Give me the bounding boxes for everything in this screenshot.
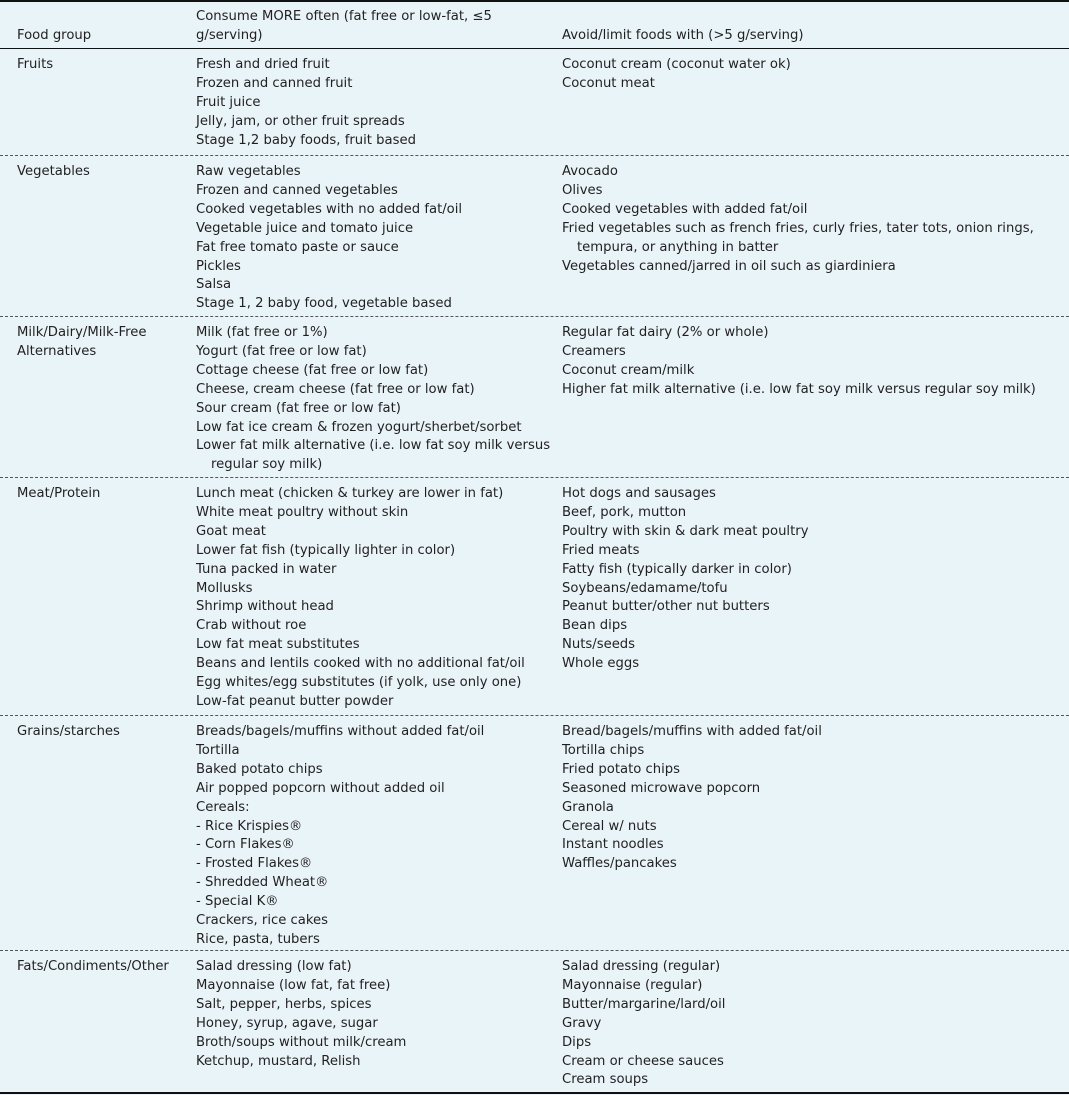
list-item: Bread/bagels/muffins with added fat/oil bbox=[562, 724, 822, 739]
list-item: Avocado bbox=[562, 164, 618, 179]
food-group-label: Meat/Protein bbox=[17, 486, 101, 501]
list-item: Beans and lentils cooked with no additional fat/oil bbox=[196, 656, 525, 672]
list-item: Cereals: bbox=[196, 799, 250, 815]
header-consume-more: Consume MORE often (fat free or low-fat, ≤5 g/serving) bbox=[196, 9, 492, 43]
list-item: Olives bbox=[562, 182, 603, 198]
list-item: Vegetables canned/jarred in oil such as giardiniera bbox=[562, 258, 896, 274]
list-item: Cheese, cream cheese (fat free or low fat) bbox=[196, 381, 475, 397]
list-item: Fatty fish (typically darker in color) bbox=[562, 561, 792, 577]
list-item: Regular fat dairy (2% or whole) bbox=[562, 325, 769, 340]
list-item: Frozen and canned vegetables bbox=[196, 182, 398, 198]
list-item: Instant noodles bbox=[562, 837, 664, 853]
food-group-cell bbox=[17, 324, 187, 362]
food-group-cell bbox=[17, 485, 187, 504]
list-item: - Frosted Flakes® bbox=[196, 856, 313, 872]
list-item: Salad dressing (low fat) bbox=[196, 959, 352, 974]
list-item: Creamers bbox=[562, 343, 626, 359]
food-group-label: Vegetables bbox=[17, 164, 90, 179]
list-item: Bean dips bbox=[562, 618, 628, 634]
table-row-milk-dairy bbox=[0, 316, 1069, 478]
list-item: Lunch meat (chicken & turkey are lower in fat) bbox=[196, 486, 504, 501]
table-row-vegetables bbox=[0, 155, 1069, 317]
list-item: Granola bbox=[562, 799, 614, 815]
list-item: Lower fat milk alternative (i.e. low fat soy milk versus regular soy milk) bbox=[196, 438, 551, 473]
table-row-fruits bbox=[0, 49, 1069, 155]
consume-more-cell bbox=[196, 723, 551, 950]
avoid-limit-cell bbox=[562, 485, 1057, 674]
avoid-limit-cell bbox=[562, 324, 1057, 400]
list-item: Dips bbox=[562, 1034, 592, 1050]
list-item: Coconut cream (coconut water ok) bbox=[562, 57, 791, 72]
list-item: Shrimp without head bbox=[196, 599, 334, 615]
list-item: Mollusks bbox=[196, 580, 253, 596]
food-group-cell bbox=[17, 163, 187, 182]
list-item: Cream soups bbox=[562, 1072, 649, 1088]
list-item: - Rice Krispies® bbox=[196, 818, 303, 834]
list-item: Stage 1,2 baby foods, fruit based bbox=[196, 132, 416, 148]
list-item: Coconut meat bbox=[562, 75, 655, 91]
food-group-cell bbox=[17, 723, 187, 742]
list-item: Gravy bbox=[562, 1015, 602, 1031]
list-item: Hot dogs and sausages bbox=[562, 486, 716, 501]
list-item: Tortilla bbox=[196, 742, 240, 758]
list-item: Pickles bbox=[196, 258, 241, 274]
list-item: Broth/soups without milk/cream bbox=[196, 1034, 407, 1050]
consume-more-cell bbox=[196, 56, 551, 151]
list-item: Beef, pork, mutton bbox=[562, 504, 687, 520]
table-bottom-rule bbox=[0, 1092, 1069, 1094]
list-item: Peanut butter/other nut butters bbox=[562, 599, 770, 615]
list-item: Cottage cheese (fat free or low fat) bbox=[196, 362, 429, 378]
list-item: Sour cream (fat free or low fat) bbox=[196, 400, 401, 416]
avoid-limit-cell bbox=[562, 56, 1057, 94]
list-item: Raw vegetables bbox=[196, 164, 301, 179]
list-item: Crackers, rice cakes bbox=[196, 913, 329, 929]
list-item: Fried potato chips bbox=[562, 761, 681, 777]
list-item: Milk (fat free or 1%) bbox=[196, 325, 328, 340]
list-item: - Shredded Wheat® bbox=[196, 875, 329, 891]
list-item: Salsa bbox=[196, 277, 232, 293]
list-item: Crab without roe bbox=[196, 618, 307, 634]
list-item: Frozen and canned fruit bbox=[196, 75, 353, 91]
avoid-limit-cell bbox=[562, 723, 1057, 874]
food-group-label: Milk/Dairy/Milk-Free Alternatives bbox=[17, 325, 147, 359]
list-item: Fresh and dried fruit bbox=[196, 57, 330, 72]
avoid-limit-cell bbox=[562, 958, 1057, 1090]
consume-more-cell bbox=[196, 485, 551, 712]
list-item: Lower fat fish (typically lighter in color) bbox=[196, 542, 456, 558]
list-item: Tortilla chips bbox=[562, 742, 645, 758]
list-item: Goat meat bbox=[196, 523, 266, 539]
list-item: Cooked vegetables with added fat/oil bbox=[562, 201, 808, 217]
list-item: Ketchup, mustard, Relish bbox=[196, 1053, 361, 1069]
avoid-limit-cell bbox=[562, 163, 1057, 276]
list-item: Poultry with skin & dark meat poultry bbox=[562, 523, 809, 539]
list-item: Stage 1, 2 baby food, vegetable based bbox=[196, 296, 452, 312]
list-item: Fruit juice bbox=[196, 94, 261, 110]
list-item: Higher fat milk alternative (i.e. low fat soy milk versus regular soy milk) bbox=[562, 381, 1036, 397]
list-item: Whole eggs bbox=[562, 656, 640, 672]
list-item: Fat free tomato paste or sauce bbox=[196, 239, 399, 255]
list-item: Low-fat peanut butter powder bbox=[196, 693, 394, 709]
list-item: Vegetable juice and tomato juice bbox=[196, 220, 414, 236]
list-item: Low fat meat substitutes bbox=[196, 637, 360, 653]
list-item: Cereal w/ nuts bbox=[562, 818, 657, 834]
list-item: Cream or cheese sauces bbox=[562, 1053, 724, 1069]
list-item: Salt, pepper, herbs, spices bbox=[196, 996, 372, 1012]
list-item: Soybeans/edamame/tofu bbox=[562, 580, 728, 596]
list-item: Air popped popcorn without added oil bbox=[196, 780, 445, 796]
list-item: Rice, pasta, tubers bbox=[196, 931, 320, 947]
food-group-label: Fats/Condiments/Other bbox=[17, 959, 169, 974]
food-group-cell bbox=[17, 56, 187, 75]
header-avoid-limit: Avoid/limit foods with (>5 g/serving) bbox=[562, 28, 804, 43]
list-item: - Special K® bbox=[196, 894, 279, 910]
list-item: Seasoned microwave popcorn bbox=[562, 780, 761, 796]
food-group-label: Fruits bbox=[17, 57, 54, 72]
list-item: Salad dressing (regular) bbox=[562, 959, 721, 974]
list-item: Waffles/pancakes bbox=[562, 856, 677, 872]
food-group-label: Grains/starches bbox=[17, 724, 120, 739]
list-item: Breads/bagels/muffins without added fat/oil bbox=[196, 724, 485, 739]
table-header bbox=[0, 2, 1069, 48]
list-item: Egg whites/egg substitutes (if yolk, use only one) bbox=[196, 675, 522, 691]
list-item: Mayonnaise (low fat, fat free) bbox=[196, 977, 391, 993]
list-item: Baked potato chips bbox=[196, 761, 323, 777]
list-item: - Corn Flakes® bbox=[196, 837, 295, 853]
consume-more-cell bbox=[196, 163, 551, 314]
consume-more-cell bbox=[196, 958, 551, 1071]
consume-more-cell bbox=[196, 324, 551, 475]
list-item: Honey, syrup, agave, sugar bbox=[196, 1015, 378, 1031]
table-row-meat-protein bbox=[0, 477, 1069, 716]
list-item: Jelly, jam, or other fruit spreads bbox=[196, 113, 405, 129]
list-item: Low fat ice cream & frozen yogurt/sherbet/sorbet bbox=[196, 419, 522, 435]
list-item: Butter/margarine/lard/oil bbox=[562, 996, 726, 1012]
header-food-group: Food group bbox=[17, 28, 92, 43]
list-item: Mayonnaise (regular) bbox=[562, 977, 703, 993]
list-item: Fried meats bbox=[562, 542, 640, 558]
table-row-grains-starches bbox=[0, 715, 1069, 951]
list-item: Yogurt (fat free or low fat) bbox=[196, 343, 367, 359]
table-row-fats-condiments bbox=[0, 950, 1069, 1093]
list-item: Cooked vegetables with no added fat/oil bbox=[196, 201, 463, 217]
list-item: Fried vegetables such as french fries, curly fries, tater tots, onion rings, tempura, or anything in batter bbox=[562, 220, 1034, 255]
list-item: White meat poultry without skin bbox=[196, 504, 409, 520]
food-group-cell bbox=[17, 958, 187, 977]
list-item: Nuts/seeds bbox=[562, 637, 636, 653]
list-item: Coconut cream/milk bbox=[562, 362, 695, 378]
list-item: Tuna packed in water bbox=[196, 561, 337, 577]
